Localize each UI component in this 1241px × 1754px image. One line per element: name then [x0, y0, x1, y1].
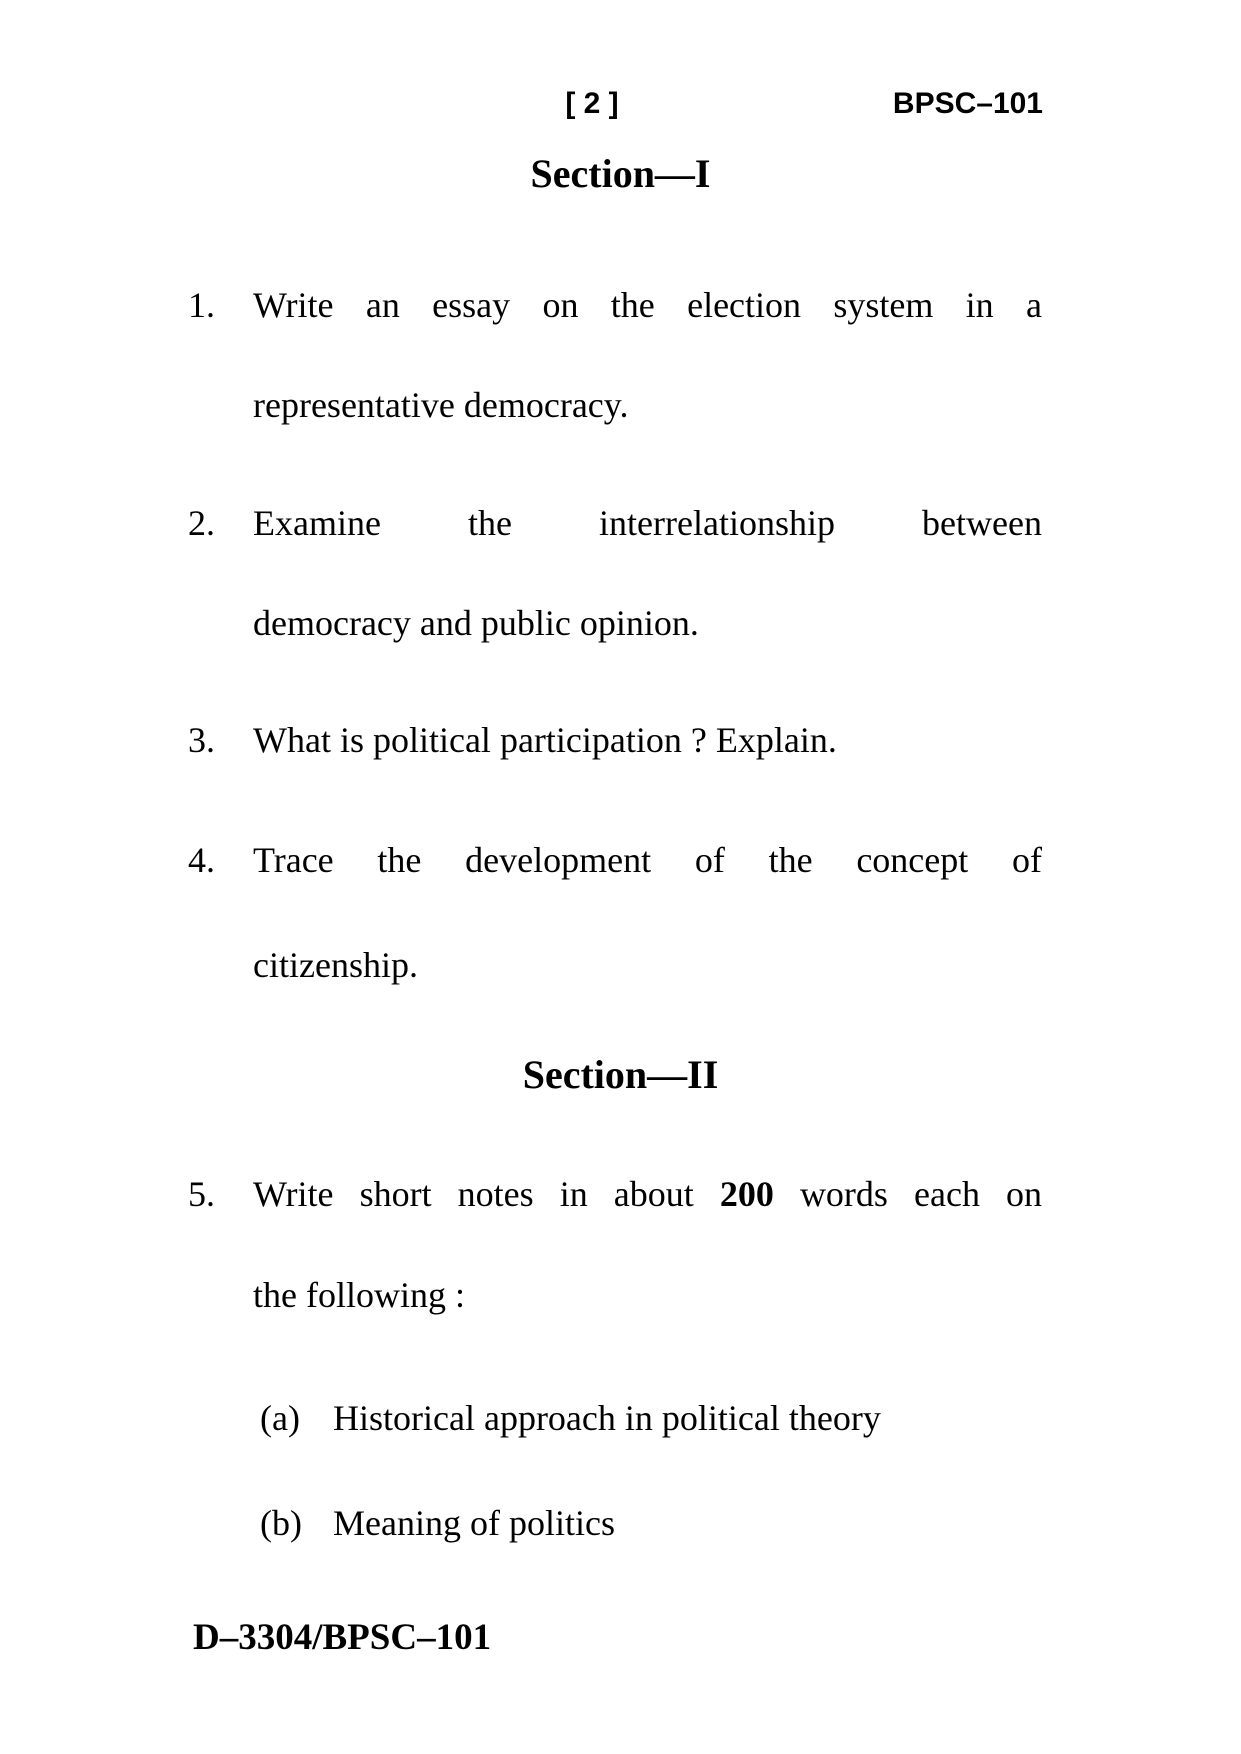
- question-1-line-2: representative democracy.: [253, 385, 629, 425]
- question-3-number: 3.: [188, 720, 215, 760]
- question-1-number: 1.: [188, 285, 215, 325]
- question-5-number: 5.: [188, 1174, 215, 1214]
- question-5-line-1: [253, 1176, 1042, 1212]
- question-2-line-2: democracy and public opinion.: [253, 603, 699, 643]
- question-5-line-1-prefix: Write short notes in about: [253, 1174, 694, 1214]
- question-2-number: 2.: [188, 503, 215, 543]
- question-2-line-1: Examine the interrelationship between: [253, 503, 1042, 543]
- subitem-b-label: (b): [260, 1503, 302, 1543]
- footer-paper-code: D–3304/BPSC–101: [193, 1617, 492, 1658]
- question-3-line-1: What is political participation ? Explain.: [253, 720, 837, 760]
- question-5-line-1-suffix: words each on: [799, 1174, 1043, 1214]
- question-5-word-count: 200: [719, 1174, 774, 1214]
- subitem-a-label: (a): [260, 1398, 300, 1438]
- section-1-heading: Section—I: [530, 151, 711, 196]
- subitem-a-text: Historical approach in political theory: [333, 1398, 881, 1438]
- paper-code: BPSC–101: [892, 87, 1043, 120]
- question-4-line-1: Trace the development of the concept of: [253, 840, 1042, 880]
- question-5-line-2: the following :: [253, 1275, 465, 1315]
- question-4-number: 4.: [188, 840, 215, 880]
- section-2-heading: Section—II: [522, 1052, 719, 1097]
- page-number: [ 2 ]: [565, 87, 619, 120]
- question-1-line-1: Write an essay on the election system in a: [253, 285, 1042, 325]
- question-4-line-2: citizenship.: [253, 945, 418, 985]
- subitem-b-text: Meaning of politics: [333, 1503, 615, 1543]
